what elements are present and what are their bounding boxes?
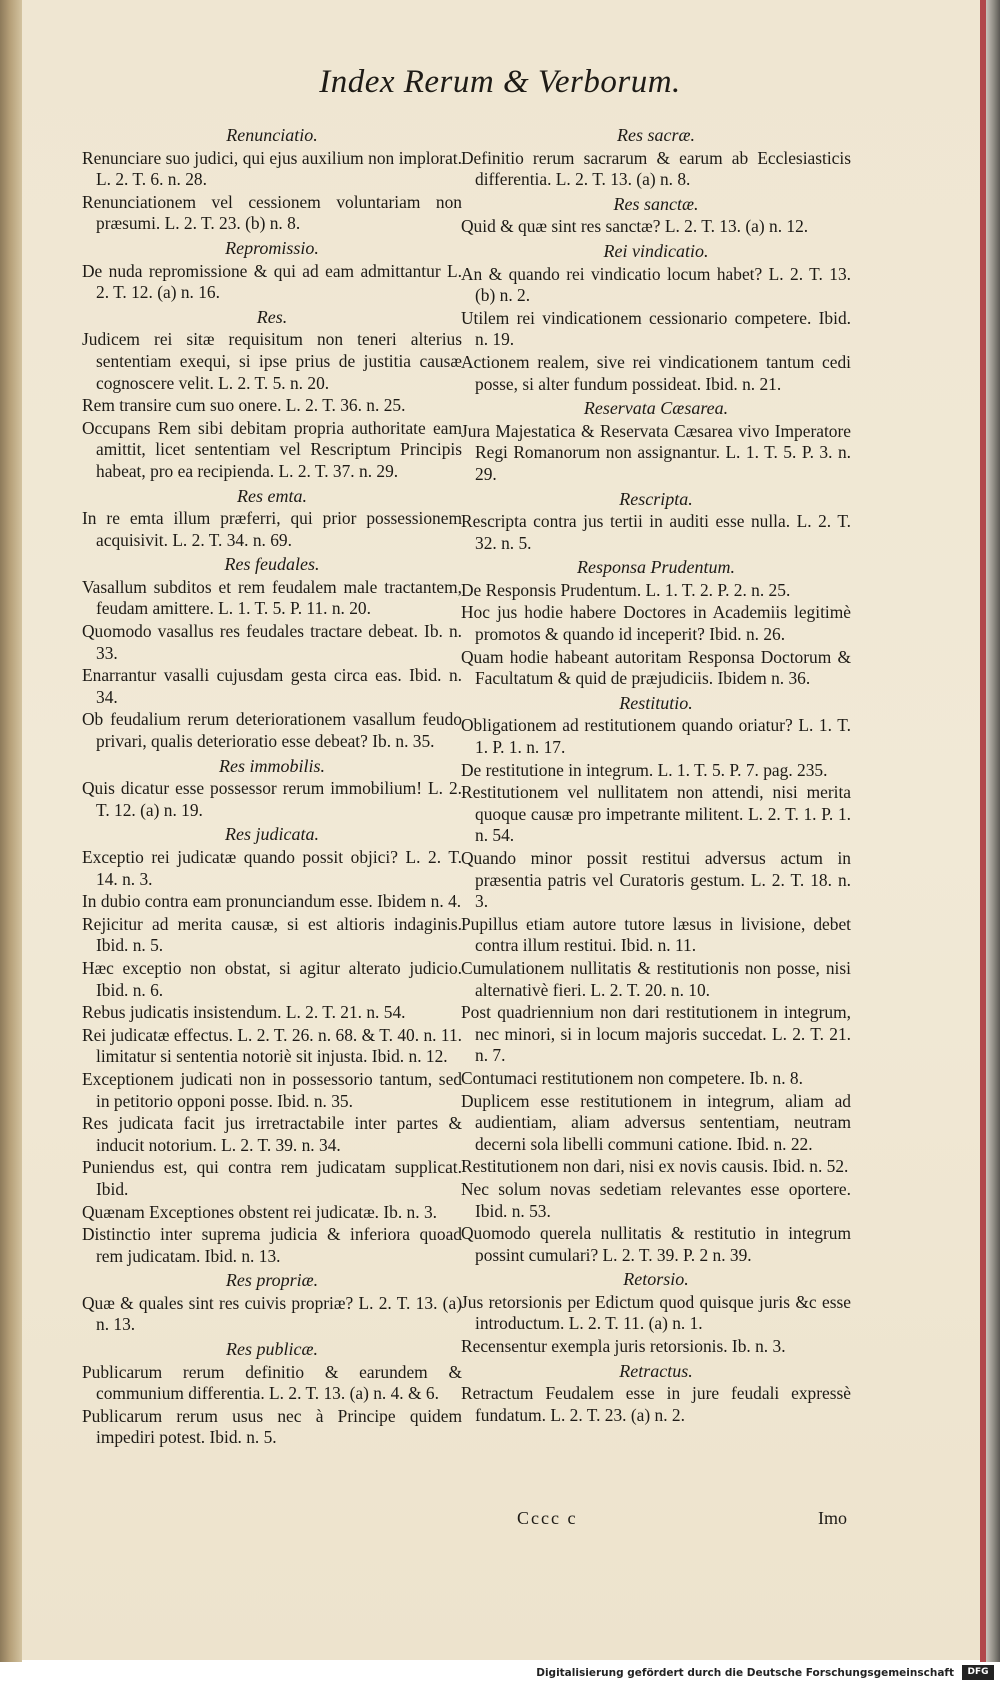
index-heading: Responsa Prudentum. (577, 557, 735, 578)
index-heading: Res judicata. (225, 824, 319, 845)
index-entry: Actionem realem, sive rei vindicationem tantum cedi posse, si alter fundum possideat. Ibid. n. 21. (461, 351, 851, 394)
index-entry: In dubio contra eam pronunciandum esse. Ibidem n. 4. (82, 891, 462, 912)
index-entry: Hoc jus hodie habere Doctores in Academiis legitimè promotos & quando id inceperit? Ibid. n. 26. (461, 602, 851, 645)
index-entry: Vasallum subditos et rem feudalem male tractantem, feudam amittere. L. 1. T. 5. P. 11. n. 20. (82, 576, 462, 619)
book-binding-edge (0, 0, 22, 1684)
scan-right-edge (986, 0, 1000, 1684)
left-column (82, 122, 462, 1450)
index-heading: Res emta. (237, 485, 307, 506)
index-entry: Publicarum rerum usus nec à Principe quidem impediri potest. Ibid. n. 5. (82, 1405, 462, 1448)
footer-text: Digitalisierung gefördert durch die Deutsche Forschungsgemeinschaft (536, 1667, 954, 1679)
index-entry: Rei judicatæ effectus. L. 2. T. 26. n. 68. & T. 40. n. 11. limitatur si sententia notoriè sit injusta. Ibid. n. 12. (82, 1024, 462, 1067)
index-entry: De restitutione in integrum. L. 1. T. 5. P. 7. pag. 235. (461, 759, 828, 780)
index-entry: Quando minor possit restitui adversus actum in præsentia patris vel Curatoris gestum. L. 2. T. 18. n. 3. (461, 848, 851, 912)
index-entry: Renunciare suo judici, qui ejus auxilium non implorat. L. 2. T. 6. n. 28. (82, 147, 462, 190)
index-heading: Res feudales. (224, 554, 320, 575)
index-entry: Pupillus etiam autore tutore læsus in livisione, debet contra illum restitui. Ibid. n. 11. (461, 913, 851, 956)
index-entry: In re emta illum præferri, qui prior possessionem acquisivit. L. 2. T. 34. n. 69. (82, 508, 462, 550)
index-heading: Retractus. (619, 1360, 693, 1381)
index-heading: Renunciatio. (226, 125, 318, 145)
index-entry: Jura Majestatica & Reservata Cæsarea vivo Imperatore Regi Romanorum non assignantur. L. 1. T. 5. P. 3. n. 29. (461, 420, 851, 484)
index-entry: Restitutionem vel nullitatem non attendi, nisi merita quoque causæ pro impetrante militent. L. 2. T. 1. P. 1. n. 54. (461, 782, 851, 846)
signature-mark: Cccc c (517, 1508, 578, 1528)
index-entry: Obligationem ad restitutionem quando oriatur? L. 1. T. 1. P. 1. n. 17. (461, 715, 851, 758)
index-entry: De nuda repromissione & qui ad eam admittantur L. 2. T. 12. (a) n. 16. (82, 260, 462, 303)
index-heading: Rescripta. (619, 488, 693, 509)
index-entry: Res judicata facit jus irretractabile inter partes & inducit notorium. L. 2. T. 39. n. 34. (82, 1113, 462, 1155)
catchword: Imo (818, 1508, 847, 1528)
index-entry: Quid & quæ sint res sanctæ? L. 2. T. 13. (a) n. 12. (461, 216, 809, 237)
index-entry: Puniendus est, qui contra rem judicatam supplicat. Ibid. (82, 1157, 462, 1199)
index-entry: Utilem rei vindicationem cessionario competere. Ibid. n. 19. (461, 307, 851, 350)
index-entry: Nec solum novas sedetiam relevantes esse oportere. Ibid. n. 53. (461, 1178, 851, 1221)
index-heading: Res sanctæ. (613, 193, 699, 214)
index-entry: Rem transire cum suo onere. L. 2. T. 36. n. 25. (82, 395, 406, 416)
index-entry: Quomodo vasallus res feudales tractare debeat. Ib. n. 33. (82, 621, 462, 663)
index-heading: Retorsio. (623, 1269, 689, 1290)
index-entry: Quænam Exceptiones obstent rei judicatæ. Ib. n. 3. (82, 1201, 437, 1222)
index-entry: Renunciationem vel cessionem voluntariam non præsumi. L. 2. T. 23. (b) n. 8. (82, 191, 462, 234)
index-entry: De Responsis Prudentum. L. 1. T. 2. P. 2. n. 25. (461, 579, 791, 600)
index-entry: Post quadriennium non dari restitutionem in integrum, nec minori, si in locum majoris succedat. L. 2. T. 21. n. 7. (461, 1002, 851, 1066)
index-entry: Quæ & quales sint res cuivis propriæ? L. 2. T. 13. (a) n. 13. (82, 1292, 462, 1335)
index-heading: Res propriæ. (225, 1270, 319, 1291)
index-entry: Contumaci restitutionem non competere. Ib. n. 8. (461, 1067, 803, 1088)
index-entry: Occupans Rem sibi debitam propria authoritate eam amittit, licet sententiam vel Rescriptum Principis habeat, pro ea recipienda. L. 2. T. 37. n. 29. (82, 417, 462, 481)
index-heading: Res. (256, 306, 288, 327)
index-entry: Exceptionem judicati non in possessorio tantum, sed in petitorio opponi posse. Ibid. n. 35. (82, 1068, 462, 1111)
index-entry: Exceptio rei judicatæ quando possit objici? L. 2. T. 14. n. 3. (82, 847, 462, 889)
index-entry: Quam hodie habeant autoritam Responsa Doctorum & Facultatum & quid de præjudiciis. Ibidem n. 36. (461, 646, 851, 689)
index-entry: Definitio rerum sacrarum & earum ab Ecclesiasticis differentia. L. 2. T. 13. (a) n. 8. (461, 147, 851, 190)
index-heading: Res sacræ. (617, 125, 695, 145)
index-heading: Reservata Cæsarea. (583, 398, 729, 419)
index-entry: Rebus judicatis insistendum. L. 2. T. 21. n. 54. (82, 1002, 406, 1023)
index-entry: Ob feudalium rerum deteriorationem vasallum feudo privari, qualis deterioratio esse debeat? Ib. n. 35. (82, 709, 462, 752)
index-heading: Restitutio. (619, 692, 693, 713)
dfg-logo: DFG (962, 1665, 994, 1680)
index-heading: Res publicæ. (226, 1339, 318, 1360)
index-entry: Recensentur exempla juris retorsionis. Ib. n. 3. (461, 1336, 786, 1357)
index-entry: Rejicitur ad merita causæ, si est altioris indaginis. Ibid. n. 5. (82, 913, 462, 956)
index-entry: Enarrantur vasalli cujusdam gesta circa eas. Ibid. n. 34. (82, 665, 462, 707)
index-entry: Hæc exceptio non obstat, si agitur alterato judicio. Ibid. n. 6. (82, 957, 462, 1000)
index-entry: Duplicem esse restitutionem in integrum, aliam ad audientiam, aliam adversus sententiam, neutram decerni sola libelli communi catione. Ibid. n. 22. (461, 1090, 851, 1154)
index-entry: Cumulationem nullitatis & restitutionis non posse, nisi alternativè fieri. L. 2. T. 20. n. 10. (461, 957, 851, 1000)
index-entry: Quomodo querela nullitatis & restitutio in integrum possint cumulari? L. 2. T. 39. P. 2 n. 39. (461, 1223, 851, 1265)
index-heading: Repromissio. (225, 237, 319, 258)
page-title: Index Rerum & Verborum. (319, 64, 681, 100)
digitization-footer (0, 1662, 1000, 1684)
index-entry: Jus retorsionis per Edictum quod quisque juris &c esse introductum. L. 2. T. 11. (a) n. 1. (461, 1291, 851, 1334)
index-heading: Rei vindicatio. (603, 240, 709, 261)
index-entry: An & quando rei vindicatio locum habet? L. 2. T. 13. (b) n. 2. (461, 263, 851, 306)
right-column (461, 122, 851, 1427)
index-entry: Publicarum rerum definitio & earundem & communium differentia. L. 2. T. 13. (a) n. 4. & 6. (82, 1361, 462, 1404)
index-entry: Restitutionem non dari, nisi ex novis causis. Ibid. n. 52. (461, 1156, 849, 1177)
index-entry: Quis dicatur esse possessor rerum immobilium! L. 2. T. 12. (a) n. 19. (82, 778, 462, 820)
index-heading: Res immobilis. (219, 755, 325, 776)
index-entry: Rescripta contra jus tertii in auditi esse nulla. L. 2. T. 32. n. 5. (461, 511, 851, 553)
index-entry: Distinctio inter suprema judicia & inferiora quoad rem judicatam. Ibid. n. 13. (82, 1224, 462, 1266)
index-entry: Retractum Feudalem esse in jure feudali expressè fundatum. L. 2. T. 23. (a) n. 2. (461, 1383, 851, 1425)
index-entry: Judicem rei sitæ requisitum non teneri alterius sententiam exequi, si ipse prius de justitia causæ cognoscere velit. L. 2. T. 5. n. 20. (82, 329, 462, 393)
